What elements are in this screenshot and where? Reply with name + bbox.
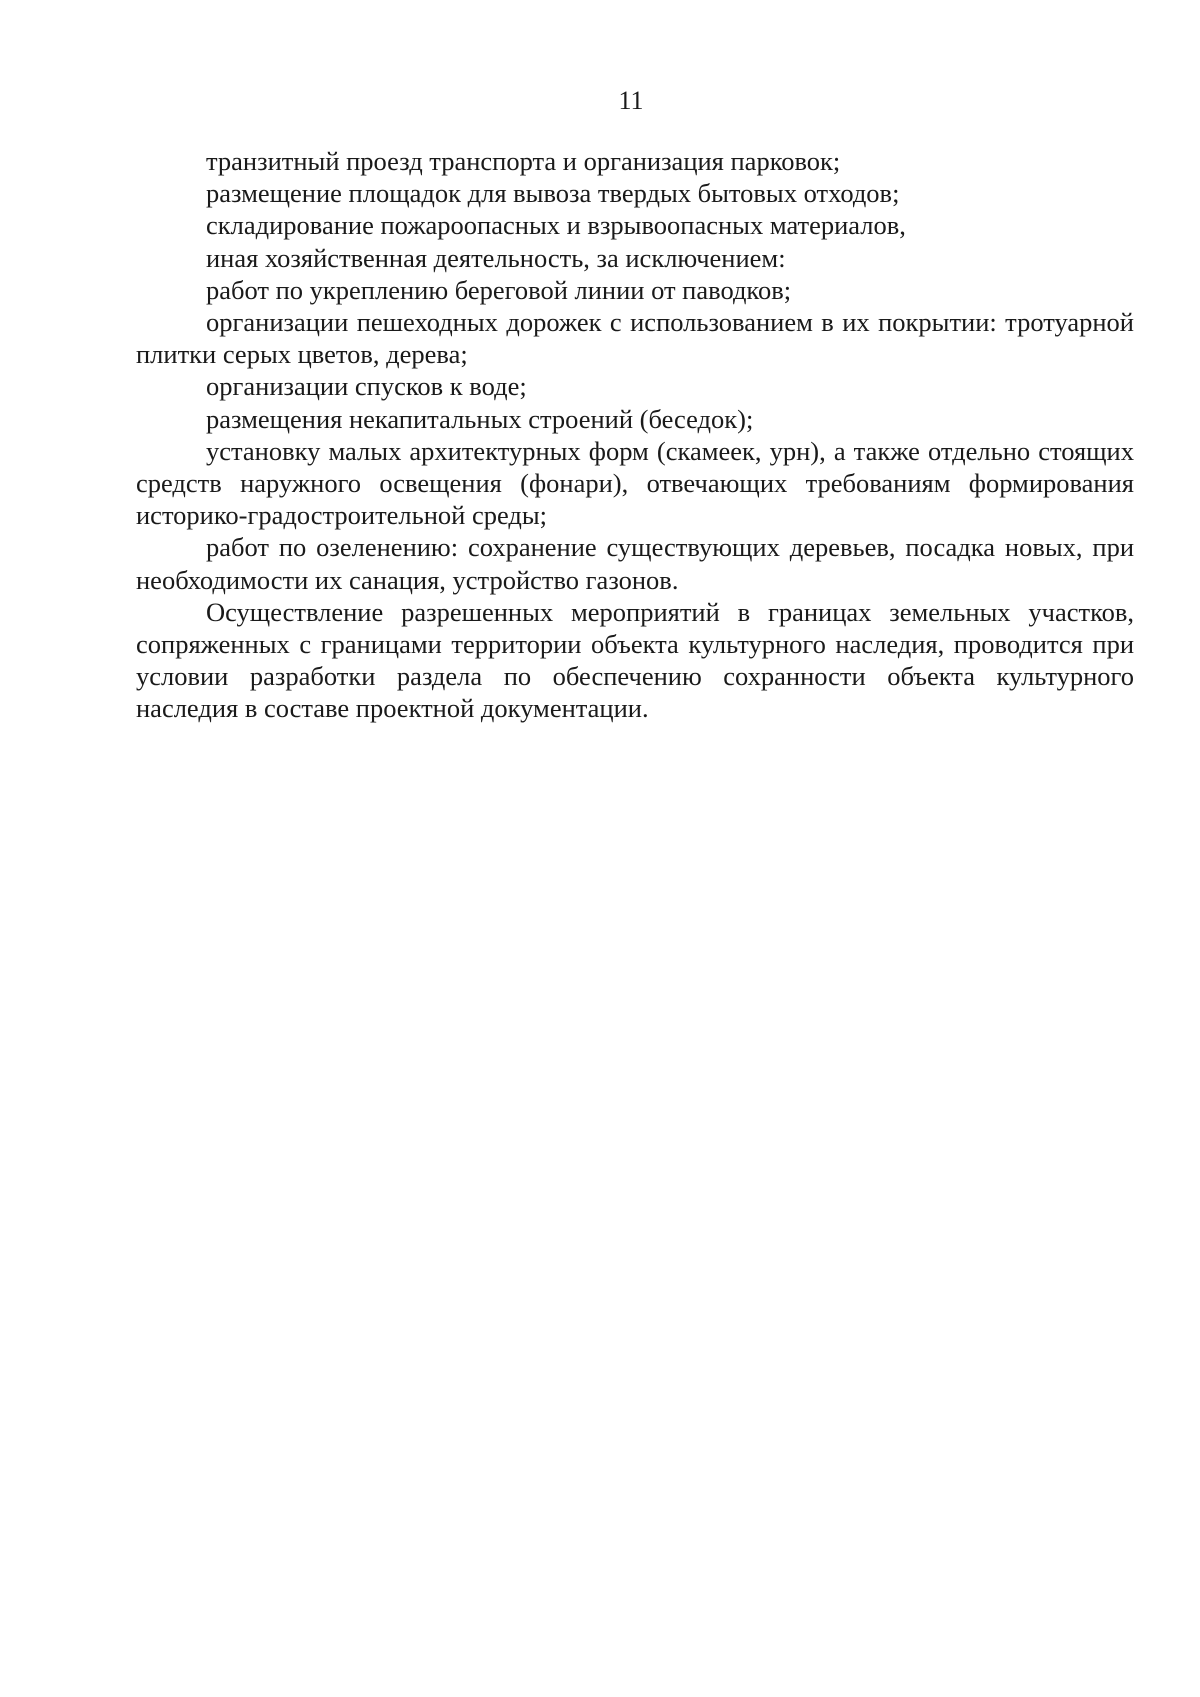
paragraph-transit: транзитный проезд транспорта и организация парковок; bbox=[206, 146, 841, 176]
paragraph-water-descents: организации спусков к воде; bbox=[206, 371, 527, 402]
paragraph-waste-sites: размещение площадок для вывоза твердых бытовых отходов; bbox=[206, 178, 900, 209]
paragraph-small-forms: установку малых архитектурных форм (скамеек, урн), а также отдельно стоящих средств наружного освещения (фонари), отвечающих требованиям формирования историко-градостроительной среды; bbox=[136, 435, 1134, 531]
page-number: 11 bbox=[618, 86, 644, 115]
paragraph-shoreline: работ по укреплению береговой линии от паводков; bbox=[206, 274, 792, 305]
paragraph-landscaping: работ по озеленению: сохранение существующих деревьев, посадка новых, при необходимости их санация, устройство газонов. bbox=[136, 532, 1134, 595]
document-body bbox=[136, 145, 1134, 725]
paragraph-storage: складирование пожароопасных и взрывоопасных материалов, bbox=[206, 210, 906, 241]
paragraph-pavilions: размещения некапитальных строений (беседок); bbox=[206, 403, 754, 434]
paragraph-other-activity: иная хозяйственная деятельность, за исключением: bbox=[206, 242, 786, 273]
paragraph-conditions: Осуществление разрешенных мероприятий в границах земельных участков, сопряженных с границами территории объекта культурного наследия, проводится при условии разработки раздела по обеспечению сохранности объекта культурного наследия в составе проектной документации. bbox=[136, 596, 1134, 724]
paragraph-footpaths: организации пешеходных дорожек с использованием в их покрытии: тротуарной плитки серых цветов, дерева; bbox=[136, 307, 1134, 370]
